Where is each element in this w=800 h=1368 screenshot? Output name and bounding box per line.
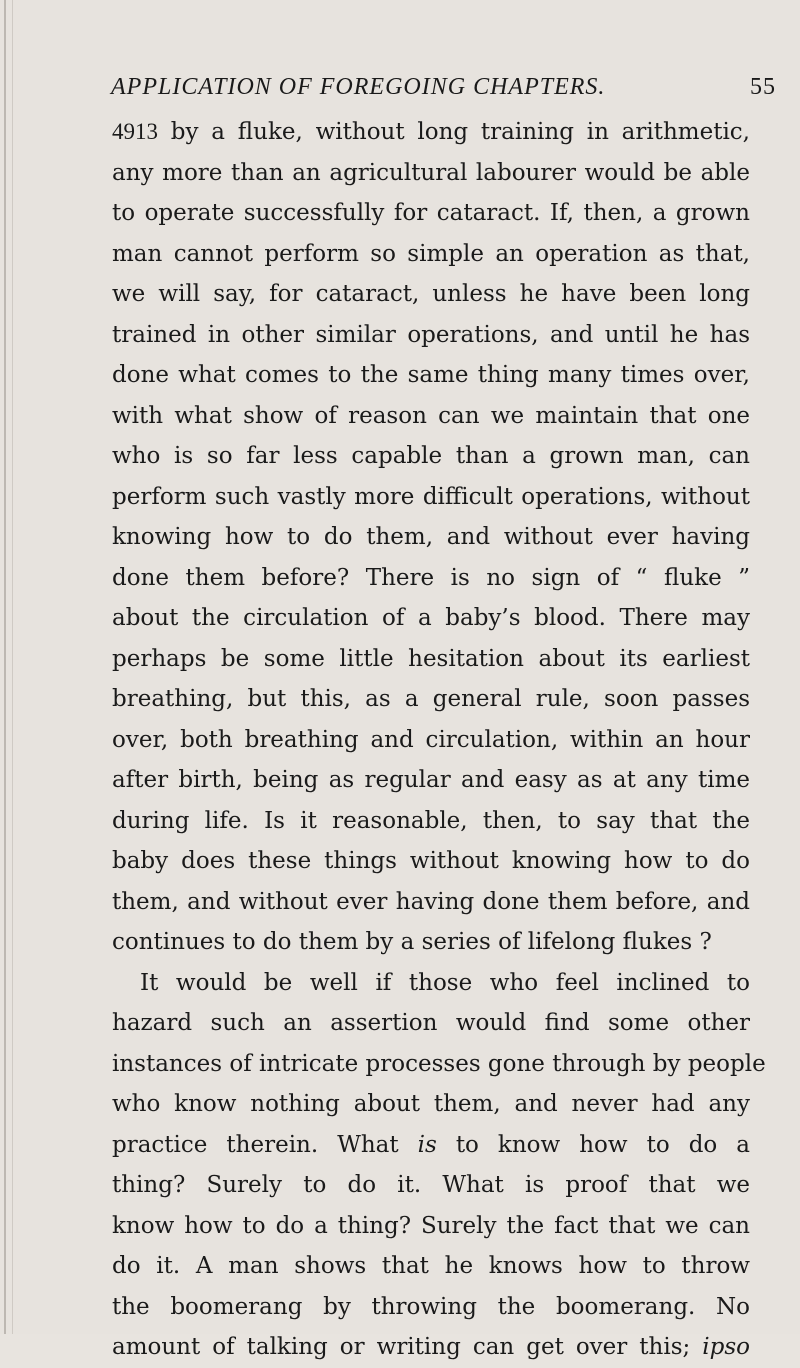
page-header <box>111 74 776 114</box>
text-line: It would be well if those who feel inclined to <box>140 969 750 996</box>
italic-text: is <box>417 1131 437 1158</box>
section-number: 4913 <box>112 119 158 144</box>
text-line: thing? Surely to do it. What is proof that we <box>112 1172 750 1198</box>
italic-text: ipso <box>702 1334 750 1360</box>
text-line: do it. A man shows that he knows how to throw <box>112 1253 750 1279</box>
page-edge-line <box>4 0 6 1334</box>
text-line: over, both breathing and circulation, within an hour <box>112 726 750 753</box>
text-line: amount of talking or writing can get over this; ipso <box>112 1334 750 1360</box>
text-line: continues to do them by a series of lifelong flukes ? <box>112 929 712 955</box>
text-line: baby does these things without knowing how to do <box>112 848 750 874</box>
text-line: hazard such an assertion would find some other <box>112 1010 750 1036</box>
text-line: during life. Is it reasonable, then, to say that the <box>112 807 750 834</box>
text-line: them, and without ever having done them before, and <box>112 888 750 915</box>
text-line: done what comes to the same thing many times over, <box>112 362 750 388</box>
text-line: who know nothing about them, and never had any <box>112 1091 750 1117</box>
text-line: practice therein. What is to know how to do a <box>112 1131 750 1158</box>
body-text <box>112 112 766 1368</box>
text-line: perform such vastly more difficult operations, without <box>112 483 750 510</box>
text-line: know how to do a thing? Surely the fact that we can <box>112 1212 750 1239</box>
page-number: 55 <box>750 74 776 100</box>
text-line: breathing, but this, as a general rule, soon passes <box>112 686 750 712</box>
page-edge-line-inner <box>12 0 13 1334</box>
text-line: any more than an agricultural labourer would be able <box>112 159 750 186</box>
text-line: to operate successfully for cataract. If, then, a grown <box>112 200 750 226</box>
text-line: 4913 by a fluke, without long training in arithmetic, <box>112 119 750 145</box>
text-line: we will say, for cataract, unless he have been long <box>112 281 750 307</box>
text-line: perhaps be some little hesitation about its earliest <box>112 645 750 672</box>
text-line: done them before? There is no sign of “ fluke ” <box>112 564 750 591</box>
text-line: with what show of reason can we maintain that one <box>112 402 750 429</box>
running-head: APPLICATION OF FOREGOING CHAPTERS. <box>111 74 606 100</box>
text-line: instances of intricate processes gone through by people <box>112 1050 766 1077</box>
text-line: the boomerang by throwing the boomerang. No <box>112 1293 750 1320</box>
text-line: who is so far less capable than a grown man, can <box>112 443 750 469</box>
text-line: knowing how to do them, and without ever having <box>112 524 750 550</box>
text-line: trained in other similar operations, and until he has <box>112 321 750 348</box>
text-line: man cannot perform so simple an operation as that, <box>112 240 750 267</box>
text-line: about the circulation of a baby’s blood. There may <box>112 605 750 631</box>
text-line: after birth, being as regular and easy as at any time <box>112 767 750 793</box>
